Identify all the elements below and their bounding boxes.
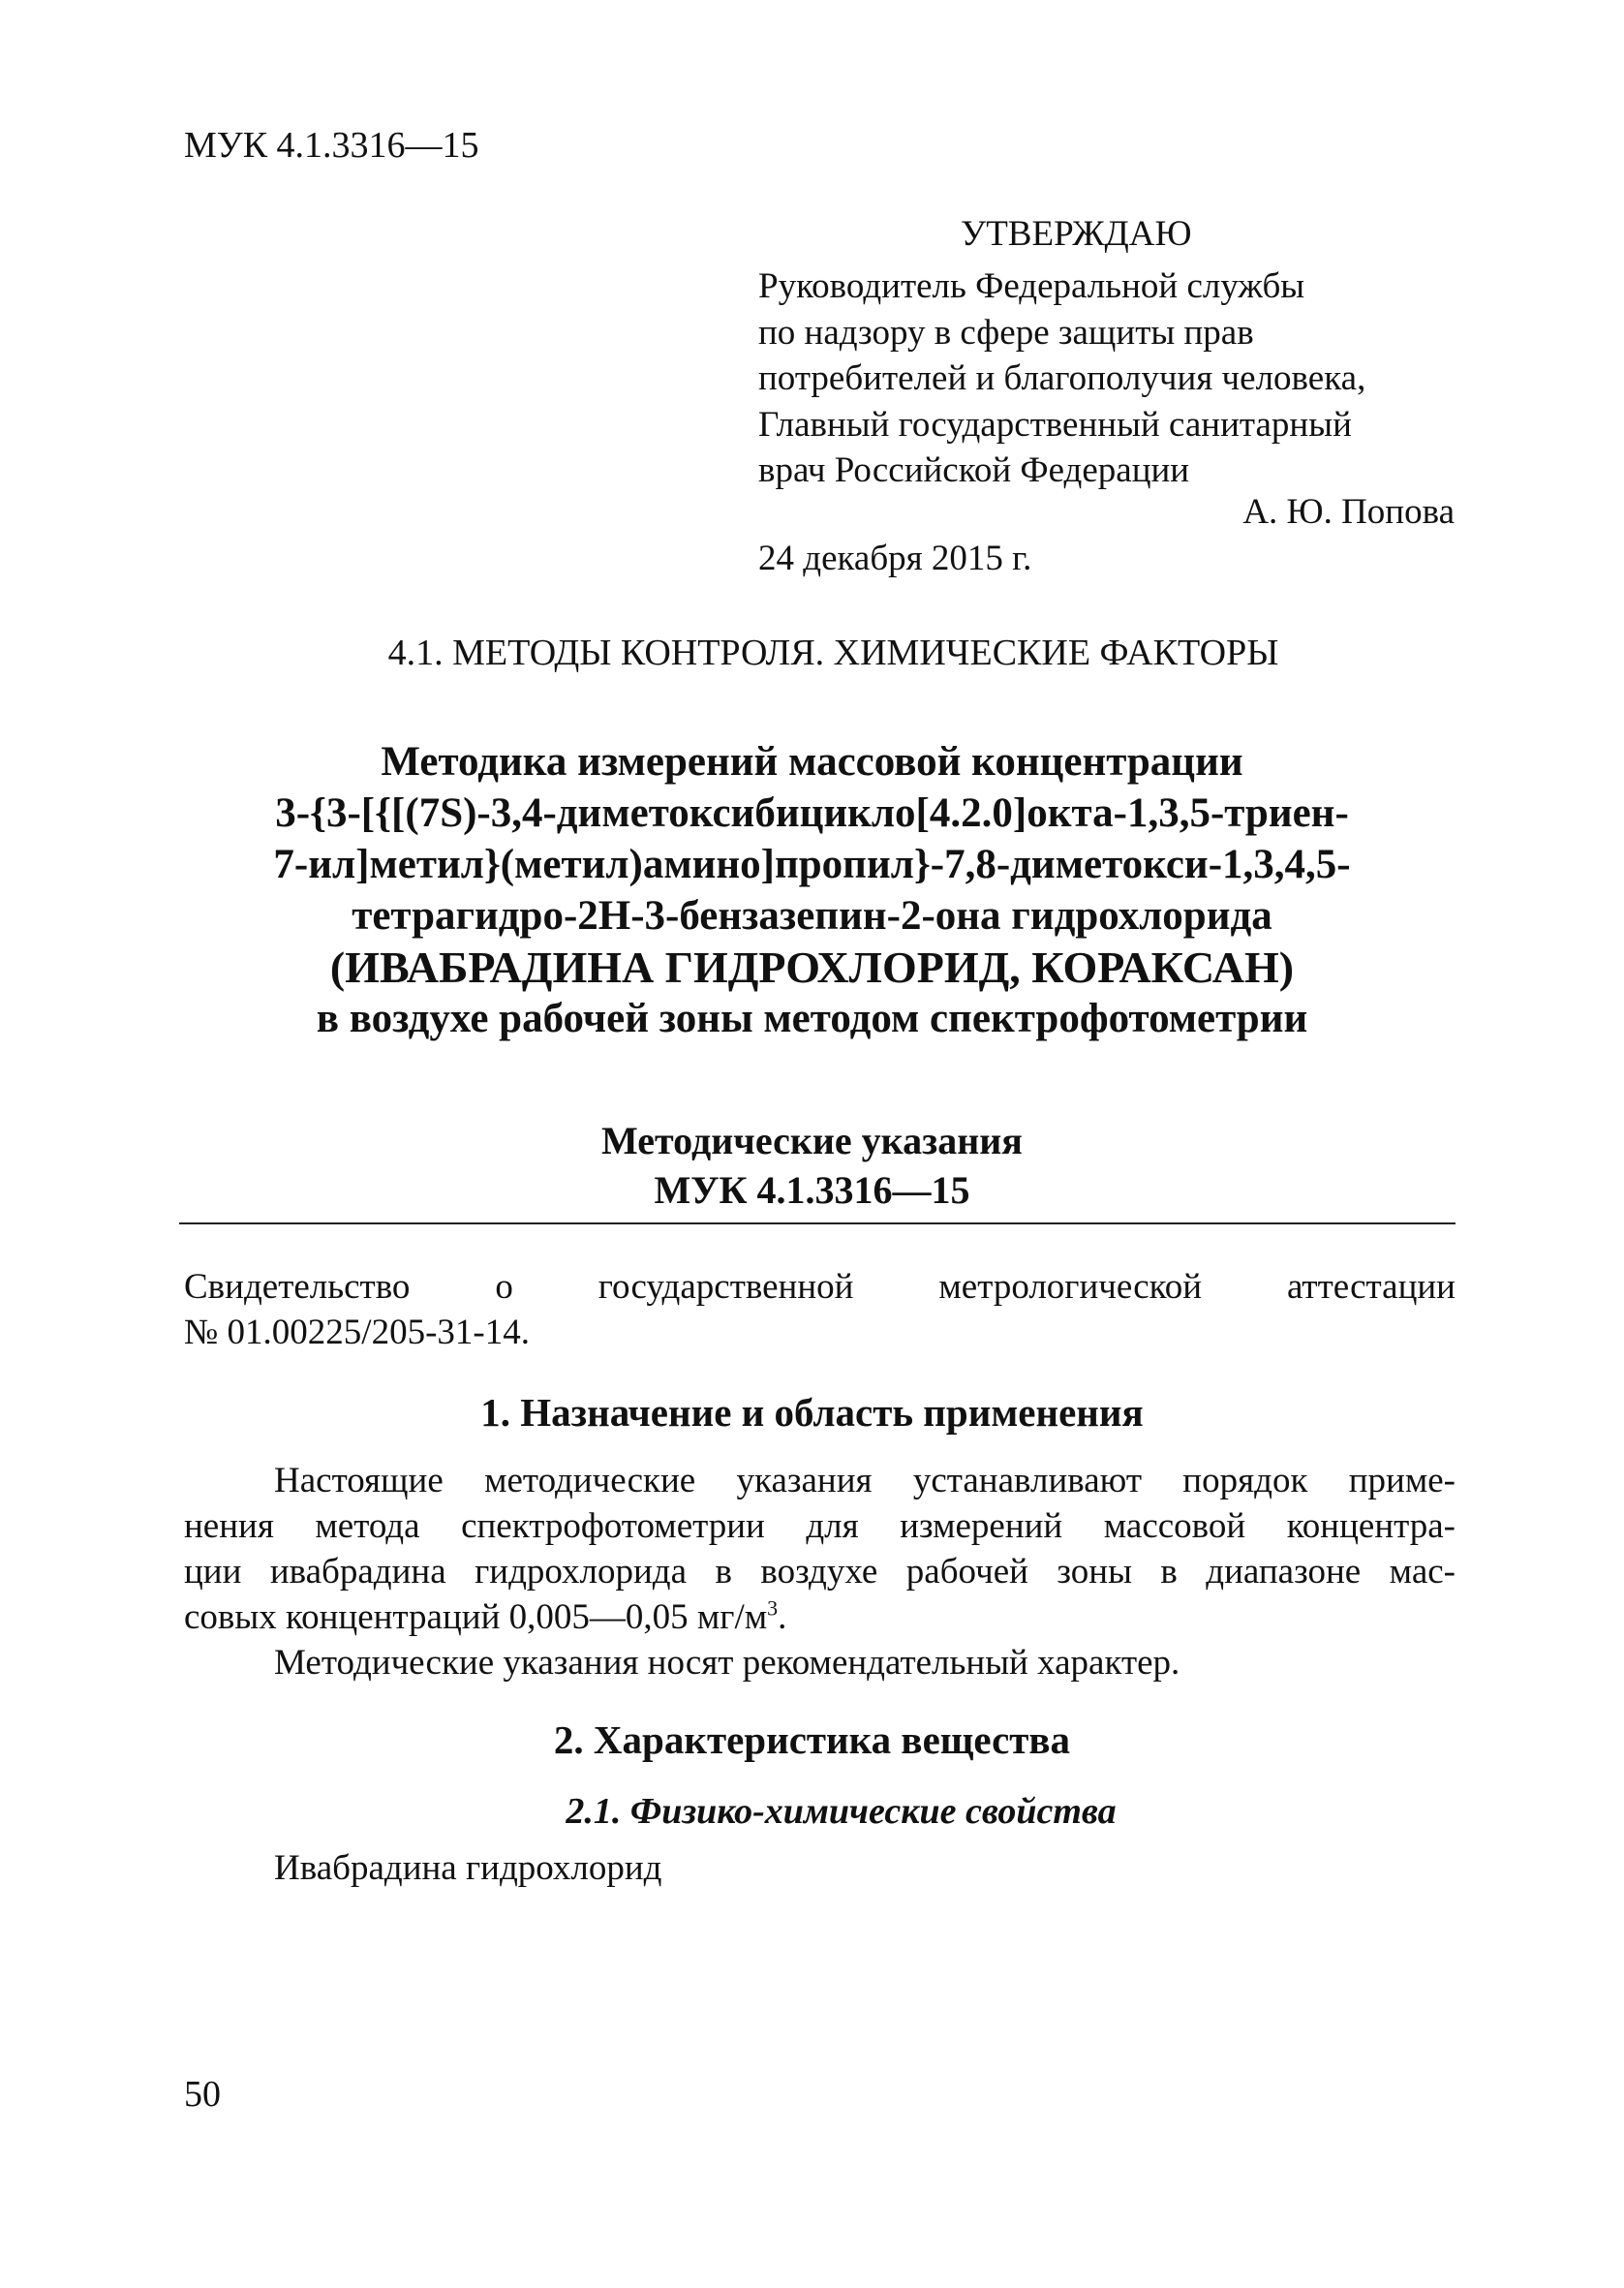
section-2-heading: 2. Характеристика вещества [553,1717,1071,1762]
section-heading [0,632,1624,674]
certificate-line: № 01.00225/205-31-14. [184,1313,530,1352]
approval-title: УТВЕРЖДАЮ [961,214,1192,254]
section-heading-text: 4.1. МЕТОДЫ КОНТРОЛЯ. ХИМИЧЕСКИЕ ФАКТОРЫ [387,633,1279,673]
paragraph-line-text: совых концентраций 0,005—0,05 мг/м [184,1597,768,1637]
certificate-line: Свидетельство о государственной метрологической аттестации [184,1267,1455,1307]
superscript: 3 [767,1595,779,1621]
page-number: 50 [184,2074,221,2115]
subtitle-line: МУК 4.1.3316—15 [654,1168,970,1212]
signatory-name: А. Ю. Попова [1242,492,1455,532]
title-line: 3-{3-[{[(7S)-3,4-диметоксибицикло[4.2.0]окта-1,3,5-триен- [275,790,1349,836]
document-code: МУК 4.1.3316—15 [184,125,479,166]
section-1-body [184,1458,1455,1685]
title-line: (ИВАБРАДИНА ГИДРОХЛОРИД, КОРАКСАН) [329,943,1295,992]
paragraph-line [184,1594,1455,1640]
approval-block [758,263,1455,494]
title-line: тетрагидро-2Н-3-бензазепин-2-она гидрохлорида [352,893,1272,939]
paragraph: Методические указания носят рекомендательный характер. [274,1643,1180,1683]
certificate-text [184,1264,1455,1355]
divider-rule [179,1222,1455,1224]
document-subtitle [0,1116,1624,1215]
approval-line: Руководитель Федеральной службы [758,266,1305,306]
approval-line: по надзору в сфере защиты прав [758,312,1254,353]
paragraph-line: ции ивабрадина гидрохлорида в воздухе рабочей зоны в диапазоне мас- [184,1552,1455,1592]
title-line: в воздухе рабочей зоны методом спектрофотометрии [316,996,1308,1041]
section-1-heading: 1. Назначение и область применения [480,1390,1144,1435]
paragraph-line-end: . [778,1597,787,1637]
paragraph-line: Настоящие методические указания устанавливают порядок приме- [274,1461,1455,1500]
document-title [0,736,1624,1044]
approval-line: Главный государственный санитарный [758,404,1352,445]
approval-line: потребителей и благополучия человека, [758,358,1366,398]
title-line: 7-ил]метил}(метил)амино]пропил}-7,8-диметокси-1,3,4,5- [273,842,1351,887]
paragraph-line: нения метода спектрофотометрии для измерений массовой концентра- [184,1506,1455,1546]
substance-name: Ивабрадина гидрохлорид [274,1848,662,1888]
approval-date: 24 декабря 2015 г. [758,539,1032,578]
title-line: Методика измерений массовой концентрации [381,739,1243,785]
subsection-heading [0,1790,1624,1833]
approval-line: врач Российской Федерации [758,450,1190,490]
subsection-heading-text: 2.1. Физико-химические свойства [566,1791,1117,1832]
subtitle-line: Методические указания [601,1119,1023,1162]
